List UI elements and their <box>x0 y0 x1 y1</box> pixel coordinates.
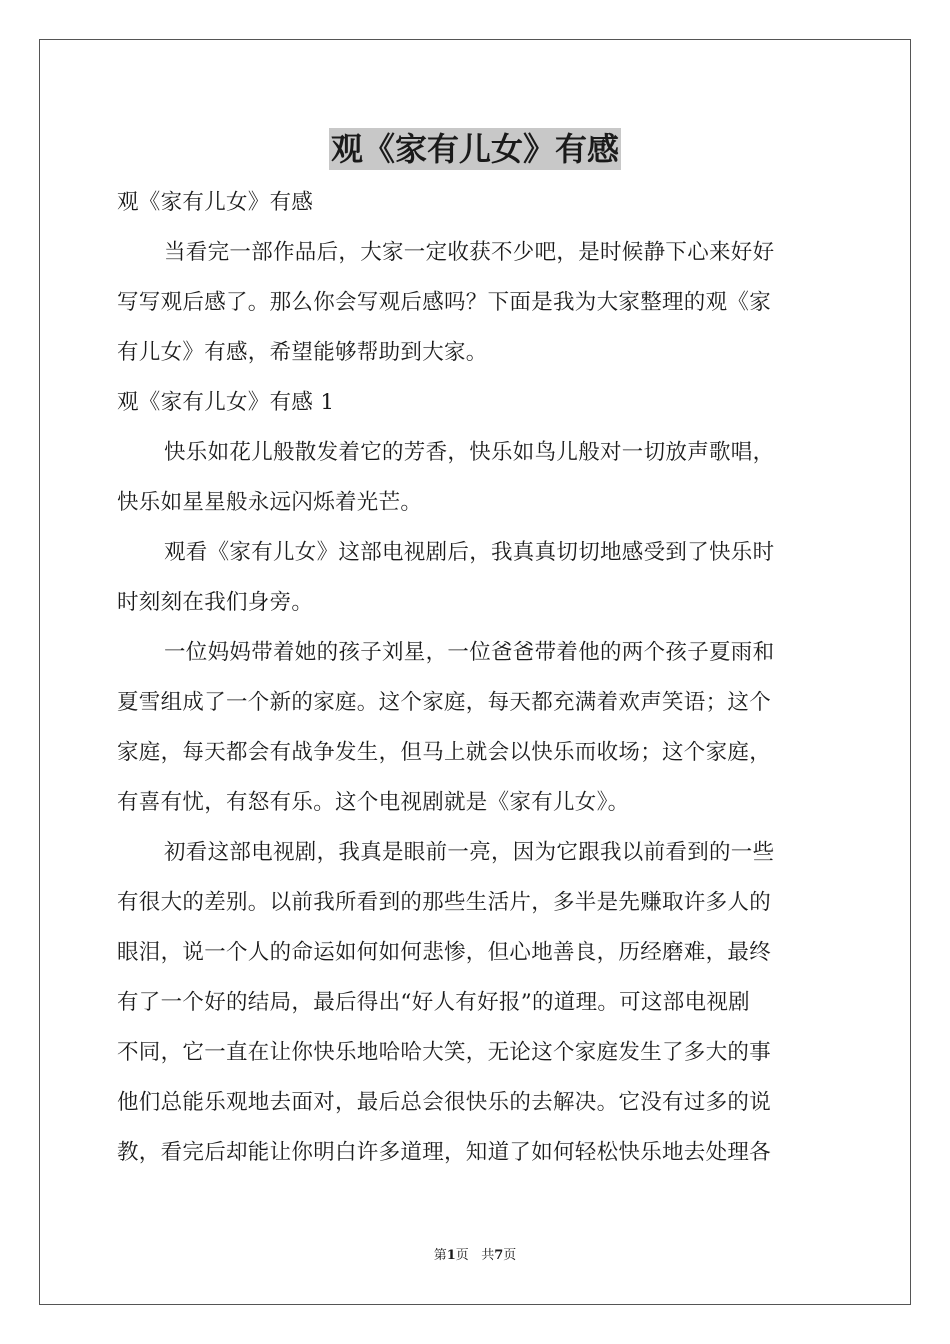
page-footer <box>0 1246 950 1266</box>
subtitle-line: 观《家有儿女》有感 <box>117 190 314 215</box>
paragraph-line: 他们总能乐观地去面对，最后总会很快乐的去解决。它没有过多的说 <box>117 1090 772 1115</box>
paragraph-line: 观看《家有儿女》这部电视剧后，我真真切切地感受到了快乐时 <box>164 540 775 565</box>
page-prefix: 第 <box>433 1248 447 1263</box>
section-heading: 观《家有儿女》有感 1 <box>117 390 335 415</box>
total-suffix: 页 <box>503 1248 517 1263</box>
paragraph-line: 快乐如星星般永远闪烁着光芒。 <box>117 490 423 515</box>
paragraph-line: 家庭，每天都会有战争发生，但马上就会以快乐而收场；这个家庭， <box>117 740 772 765</box>
title-area <box>0 128 950 170</box>
paragraph-line: 不同，它一直在让你快乐地哈哈大笑，无论这个家庭发生了多大的事 <box>117 1040 772 1065</box>
document-title: 观《家有儿女》有感 <box>330 130 619 168</box>
paragraph-line: 有儿女》有感，希望能够帮助到大家。 <box>117 340 488 365</box>
paragraph-line: 一位妈妈带着她的孩子刘星，一位爸爸带着他的两个孩子夏雨和 <box>164 640 775 665</box>
paragraph-line: 夏雪组成了一个新的家庭。这个家庭，每天都充满着欢声笑语；这个 <box>117 690 772 715</box>
paragraph-line: 眼泪，说一个人的命运如何如何悲惨，但心地善良，历经磨难，最终 <box>117 940 772 965</box>
page-number: 1 <box>446 1248 456 1263</box>
total-pages: 7 <box>494 1248 504 1263</box>
total-prefix: 共 <box>481 1248 495 1263</box>
paragraph-line: 教，看完后却能让你明白许多道理，知道了如何轻松快乐地去处理各 <box>117 1140 772 1165</box>
page-suffix: 页 <box>455 1248 469 1263</box>
paragraph-line: 有了一个好的结局，最后得出“好人有好报”的道理。可这部电视剧 <box>117 990 750 1015</box>
document-body <box>117 178 833 1178</box>
paragraph-line: 有很大的差别。以前我所看到的那些生活片，多半是先赚取许多人的 <box>117 890 772 915</box>
paragraph-line: 时刻刻在我们身旁。 <box>117 590 314 615</box>
paragraph-line: 初看这部电视剧，我真是眼前一亮，因为它跟我以前看到的一些 <box>164 840 775 865</box>
paragraph-line: 当看完一部作品后，大家一定收获不少吧，是时候静下心来好好 <box>164 240 775 265</box>
paragraph-line: 写写观后感了。那么你会写观后感吗？下面是我为大家整理的观《家 <box>117 290 772 315</box>
paragraph-line: 快乐如花儿般散发着它的芳香，快乐如鸟儿般对一切放声歌唱， <box>164 440 775 465</box>
paragraph-line: 有喜有忧，有怒有乐。这个电视剧就是《家有儿女》。 <box>117 790 630 815</box>
